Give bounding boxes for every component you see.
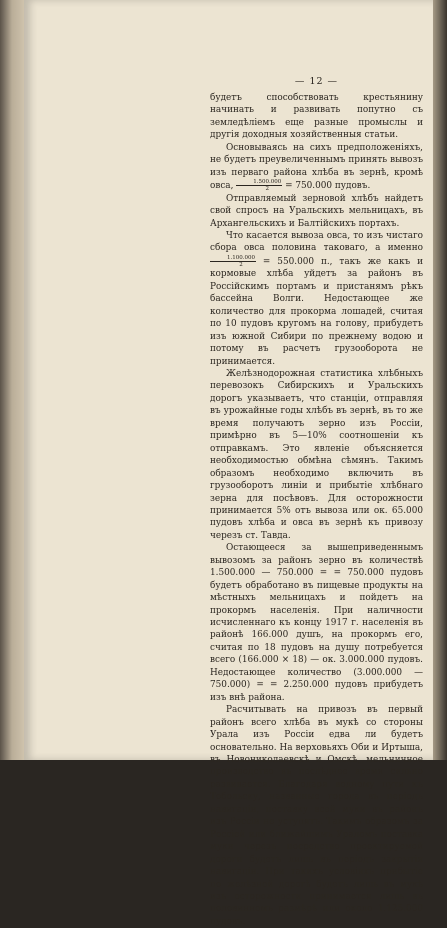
paragraph-text: Что касается вывоза овса, то изъ чистаго сбора овса половина таковаго, а именно bbox=[210, 230, 423, 254]
paragraph: Желѣзнодорожная статистика хлѣбныхъ перевозокъ Сибирскихъ и Уральскихъ дорогъ указываетъ, что станціи, отправляя въ урожайные годы хлѣбъ въ зернѣ, въ то же время получаютъ зерно изъ Россіи, примѣрно въ 5—10% соотношеніи къ отправкамъ. Это явленіе объясняется необходимостью обмѣна сѣмянъ. Такимъ образомъ необходимо включить въ грузооборотъ линіи и прибытіе хлѣбнаго зерна для посѣвовъ. Для осторожности принимается 5% отъ вывоза или ок. 65.000 пудовъ хлѣба и овса въ зернѣ къ привозу черезъ ст. Тавда. bbox=[210, 368, 423, 541]
paragraph-text: Основываясь на сихъ предположеніяхъ, не будетъ преувеличеннымъ принять вывозъ изъ перваго района хлѣба въ зернѣ, кромѣ овса, bbox=[210, 142, 423, 192]
fraction bbox=[236, 179, 282, 192]
paragraph: Отправляемый зерновой хлѣбъ найдетъ свой спросъ на Уральскихъ мельницахъ, въ Архангельскихъ и Балтійскихъ портахъ. bbox=[210, 193, 423, 229]
fraction-denominator: 2 bbox=[265, 186, 269, 193]
paragraph: Расчитывать на привозъ въ первый районъ всего хлѣба въ мукѣ со стороны Урала изъ Россіи едва ли будетъ основательно. На верховьяхъ Оби и Иртыша, въ Новониколаевскѣ и Омскѣ, мельничное производство въ послѣднее время сильно развивается. Благодаря водному пути къ Тобольску, названные города въ періодъ навигаціи, поставку всей муки въ районъ изъ Россіи не уступятъ. Такимъ образомъ за Россіей или ближайшимъ Ураломъ поставка муки черезъ посредство проектируемой дороги будетъ лишь въ періодъ закрытія навигаціи. При такихъ условіяхъ прибытіе по желѣзной дорогѣ будетъ лишь въ мукѣ изъ осторожности принимается лишь въ половинномъ размѣрѣ или около 1.125.000 пудовъ. bbox=[210, 705, 423, 927]
fraction-numerator: 1.100.000 bbox=[210, 255, 256, 262]
paragraph bbox=[210, 230, 423, 368]
paragraph: Остающееся за вышеприведеннымъ вывозомъ за районъ зерно въ количествѣ 1.500.000 — 750.000 = = 750.000 пудовъ будетъ обработано въ пищевые продукты на мѣстныхъ мельницахъ и пойдетъ на прокормъ населенія. При наличности исчисленнаго къ концу 1917 г. населенія въ районѣ 166.000 душъ, на прокормъ его, считая по 18 пудовъ на душу потребуется всего (166.000 × 18) — ок. 3.000.000 пудовъ. Недостающее количество (3.000.000 — 750.000) = = 2.250.000 пудовъ прибудетъ изъ внѣ района. bbox=[210, 543, 423, 703]
page-number: — 12 — bbox=[294, 76, 339, 87]
paragraph-text: = 550.000 п., такъ же какъ и кормовые хлѣба уйдетъ за районъ въ Россійскимъ портамъ и пристанямъ рѣкъ бассейна Волги. Недостающее же количество для прокорма лошадей, считая по 10 пудовъ кругомъ на голову, прибудетъ изъ южной Сибири по прежнему водою и потому въ расчетъ грузооборота не принимается. bbox=[210, 256, 423, 367]
page-edge-shadow bbox=[433, 0, 447, 760]
body-text bbox=[210, 92, 423, 928]
paragraph: будетъ способствовать крестьянину начинать и развивать попутно съ земледѣліемъ еще разные промыслы и другія доходныя хозяйственныя статьи. bbox=[210, 93, 423, 141]
paragraph bbox=[210, 142, 423, 193]
paragraph-text: = 750.000 пудовъ. bbox=[282, 181, 371, 192]
fraction bbox=[210, 255, 256, 268]
fraction-numerator: 1.500.000 bbox=[236, 179, 282, 186]
fraction-denominator: 2 bbox=[239, 261, 243, 268]
